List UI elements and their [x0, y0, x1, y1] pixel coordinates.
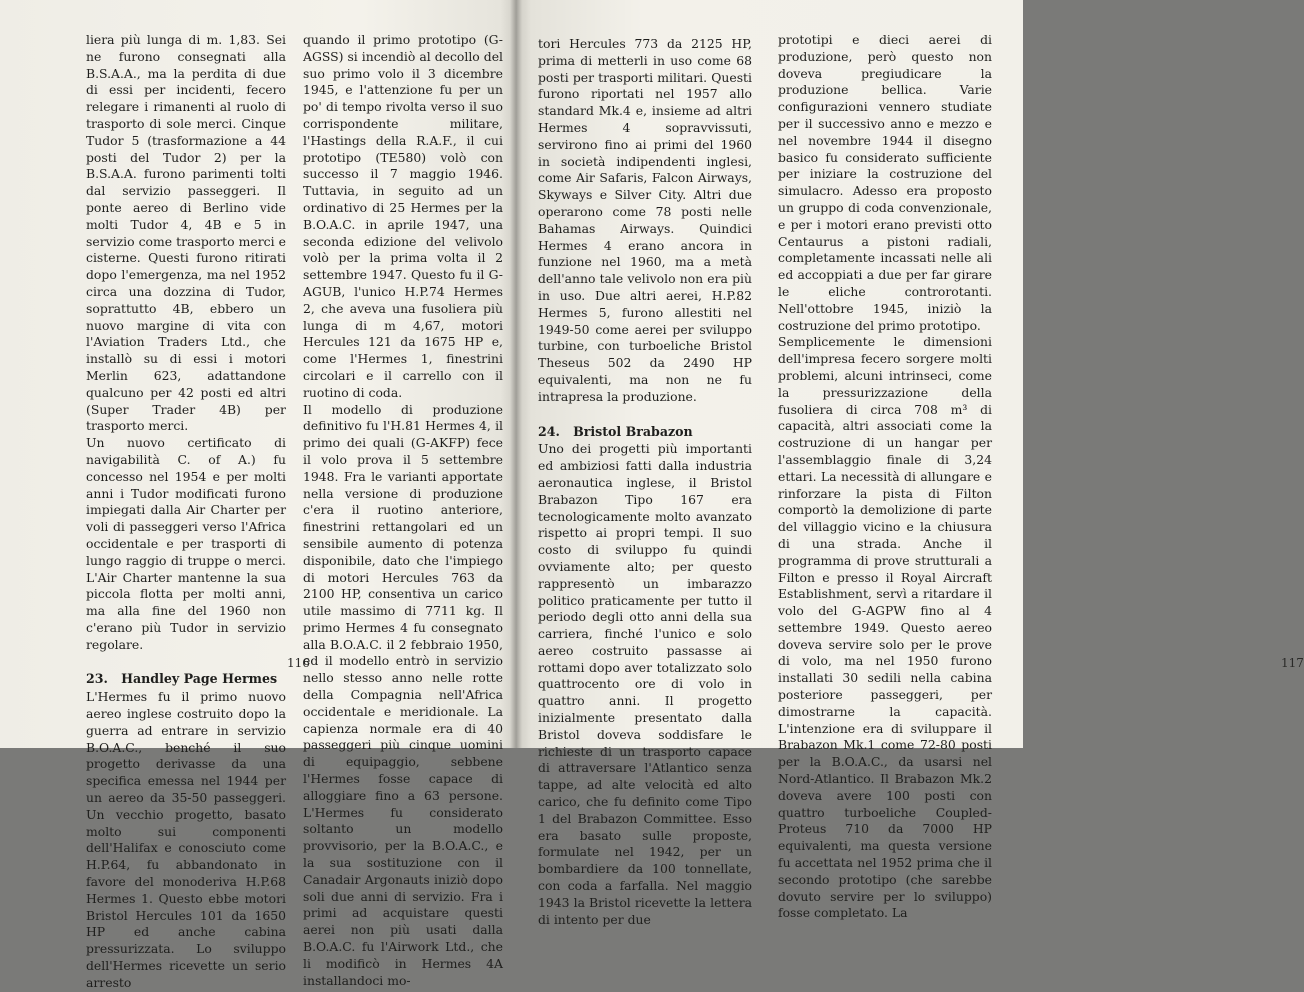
paragraph: Un nuovo certificato di navigabilità C. of A.) fu concesso nel 1954 e per molti anni i Tudor modificati furono impiegati dalla Air Charter per voli di passeggeri verso l'Africa occidentale e per trasporti di lungo raggio di truppe o merci. L'Air Charter mantenne la sua piccola flotta per molti anni, ma alla fine del 1960 non c'erano più Tudor in servizio regolare. — [86, 435, 286, 652]
paragraph: quando il primo prototipo (G-AGSS) si incendiò al decollo del suo primo volo il 3 dicembre 1945, e l'attenzione fu per un po' di tempo rivolta verso il suo corrispondente militare, l'Hastings della R.A.F., il cui prototipo (TE580) volò con successo il 7 maggio 1946. Tuttavia, in seguito ad un ordinativo di 25 Hermes per la B.O.A.C. in aprile 1947, una seconda edizione del velivolo volò per la prima volta il 2 settembre 1947. Questo fu il G-AGUB, l'unico H.P.74 Hermes 2, che aveva una fusoliera più lunga di m 4,67, motori Hercules 121 da 1675 HP e, come l'Hermes 1, finestrini circolari e il carrello con il ruotino di coda. — [303, 32, 503, 400]
paragraph: liera più lunga di m. 1,83. Sei ne furono consegnati alla B.S.A.A., ma la perdita di due di essi per incidenti, fecero relegare i rimanenti al ruolo di trasporto di sole merci. Cinque Tudor 5 (trasformazione a 44 posti del Tudor 2) per la B.S.A.A. furono parimenti tolti dal servizio passeggeri. Il ponte aereo di Berlino vide molti Tudor 4, 4B e 5 in servizio come trasporto merci e cisterne. Questi furono ritirati dopo l'emergenza, ma nel 1952 circa una dozzina di Tudor, soprattutto 4B, ebbero un nuovo margine di vita con l'Aviation Traders Ltd., che installò su di essi i motori Merlin 623, adattandone qualcuno per 42 posti ed altri (Super Trader 4B) per trasporto merci. — [86, 32, 286, 434]
paragraph: tori Hercules 773 da 2125 HP, prima di metterli in uso come 68 posti per trasporti militari. Questi furono riportati nel 1957 allo standard Mk.4 e, insieme ad altri Hermes 4 sopravvissuti, servirono fino ai primi del 1960 in società indipendenti inglesi, come Air Safaris, Falcon Airways, Skyways e Silver City. Altri due operarono come 78 posti nelle Bahamas Airways. Quindici Hermes 4 erano ancora in funzione nel 1960, ma a metà dell'anno tale velivolo non era più in uso. Due altri aerei, H.P.82 Hermes 5, furono allestiti nel 1949-50 come aerei per sviluppo turbine, con turboeliche Bristol Theseus 502 da 2490 HP equivalenti, ma non ne fu intrapresa la produzione. — [538, 36, 752, 404]
paragraph: Il modello di produzione definitivo fu l'H.81 Hermes 4, il primo dei quali (G-AKFP) fece il volo prova il 5 settembre 1948. Fra le varianti apportate nella versione di produzione c'era il ruotino anteriore, finestrini rettangolari ed un sensibile aumento di potenza disponibile, dato che l'impiego di motori Hercules 763 da 2100 HP, consentiva un carico utile massimo di 7711 kg. Il primo Hermes 4 fu consegnato alla B.O.A.C. il 2 febbraio 1950, ed il modello entrò in servizio nello stesso anno nelle rotte della Compagnia nell'Africa occidentale e meridionale. La capienza normale era di 40 passeggeri più cinque uomini di equipaggio, sebbene l'Hermes fosse capace di alloggiare fino a 63 persone. L'Hermes fu considerato soltanto un modello provvisorio, per la B.O.A.C., e la sua sostituzione con il Canadair Argonauts iniziò dopo soli due anni di servizio. Fra i primi ad acquistare questi aerei non più usati dalla B.O.A.C. fu l'Airwork Ltd., che li modificò in Hermes 4A installandoci mo- — [303, 401, 503, 988]
left-page-column-1 — [86, 32, 286, 992]
paragraph: Semplicemente le dimensioni dell'impresa fecero sorgere molti problemi, alcuni intrinseci, come la pressurizzazione della fusoliera di circa 708 m³ di capacità, altri associati come la costruzione di un hangar per l'assemblaggio finale di 3,24 ettari. La necessità di allungare e rinforzare la pista di Filton comportò la demolizione di parte del villaggio vicino e la chiusura di una strada. Anche il programma di prove strutturali a Filton e presso il Royal Aircraft Establishment, servì a ritardare il volo del G-AGPW fino al 4 settembre 1949. Questo aereo doveva servire solo per le prove di volo, ma nel 1950 furono installati 30 sedili nella cabina posteriore passeggeri, per dimostrarne la capacità. L'intenzione era di sviluppare il Brabazon Mk.1 come 72-80 posti per la B.O.A.C., da usarsi nel Nord-Atlantico. Il Brabazon Mk.2 doveva avere 100 posti con quattro turboeliche Coupled-Proteus 710 da 7000 HP equivalenti, ma questa versione fu accettata nel 1952 prima che il secondo prototipo (che sarebbe dovuto servire per lo sviluppo) fosse completato. La — [778, 334, 992, 921]
page-number-left: 116 — [287, 656, 310, 670]
paragraph: L'Hermes fu il primo nuovo aereo inglese costruito dopo la guerra ad entrare in servizio B.O.A.C., benché il suo progetto derivasse da una specifica emessa nel 1944 per un aereo da 35-50 passeggeri. Un vecchio progetto, basato molto sui componenti dell'Halifax e conosciuto come H.P.64, fu abbandonato in favore del monoderiva H.P.68 Hermes 1. Questo ebbe motori Bristol Hercules 101 da 1650 HP ed anche cabina pressurizzata. Lo sviluppo dell'Hermes ricevette un serio arresto — [86, 689, 286, 990]
paragraph: Uno dei progetti più importanti ed ambiziosi fatti dalla industria aeronautica inglese, il Bristol Brabazon Tipo 167 era tecnologicamente molto avanzato rispetto ai propri tempi. Il suo costo di sviluppo fu quindi ovviamente alto; per questo rappresentò un imbarazzo politico praticamente per tutto il periodo degli otto anni della sua carriera, finché l'unico e solo aereo costruito passasse ai rottami dopo aver totalizzato solo quattrocento ore di volo in quattro anni. Il progetto inizialmente presentato dalla Bristol doveva soddisfare le richieste di un trasporto capace di attraversare l'Atlantico senza tappe, ad alte velocità ed alto carico, che fu definito come Tipo 1 del Brabazon Committee. Esso era basato sulle proposte, formulate nel 1942, per un bombardiere da 100 tonnellate, con coda a farfalla. Nel maggio 1943 la Bristol ricevette la lettera di intento per due — [538, 441, 752, 927]
right-page-column-1 — [538, 36, 752, 928]
section-heading-brabazon: 24. Bristol Brabazon — [538, 423, 693, 439]
section-heading-hermes: 23. Handley Page Hermes — [86, 671, 278, 687]
right-page — [516, 0, 1304, 927]
paragraph: prototipi e dieci aerei di produzione, però questo non doveva pregiudicare la produzione bellica. Varie configurazioni vennero studiate per il successivo anno e mezzo e nel novembre 1944 il disegno basico fu considerato sufficiente per iniziare la costruzione del simulacro. Adesso era proposto un gruppo di coda convenzionale, e per i motori erano previsti otto Centaurus a pistoni radiali, completamente incassati nelle ali ed accoppiati a due per far girare le eliche controrotanti. Nell'ottobre 1945, iniziò la costruzione del primo prototipo. — [778, 32, 992, 333]
book-gutter — [510, 0, 522, 748]
left-page-column-2 — [303, 32, 503, 989]
page-number-right: 117 — [1281, 656, 1304, 670]
left-page — [0, 0, 516, 990]
right-page-column-2 — [778, 32, 992, 922]
